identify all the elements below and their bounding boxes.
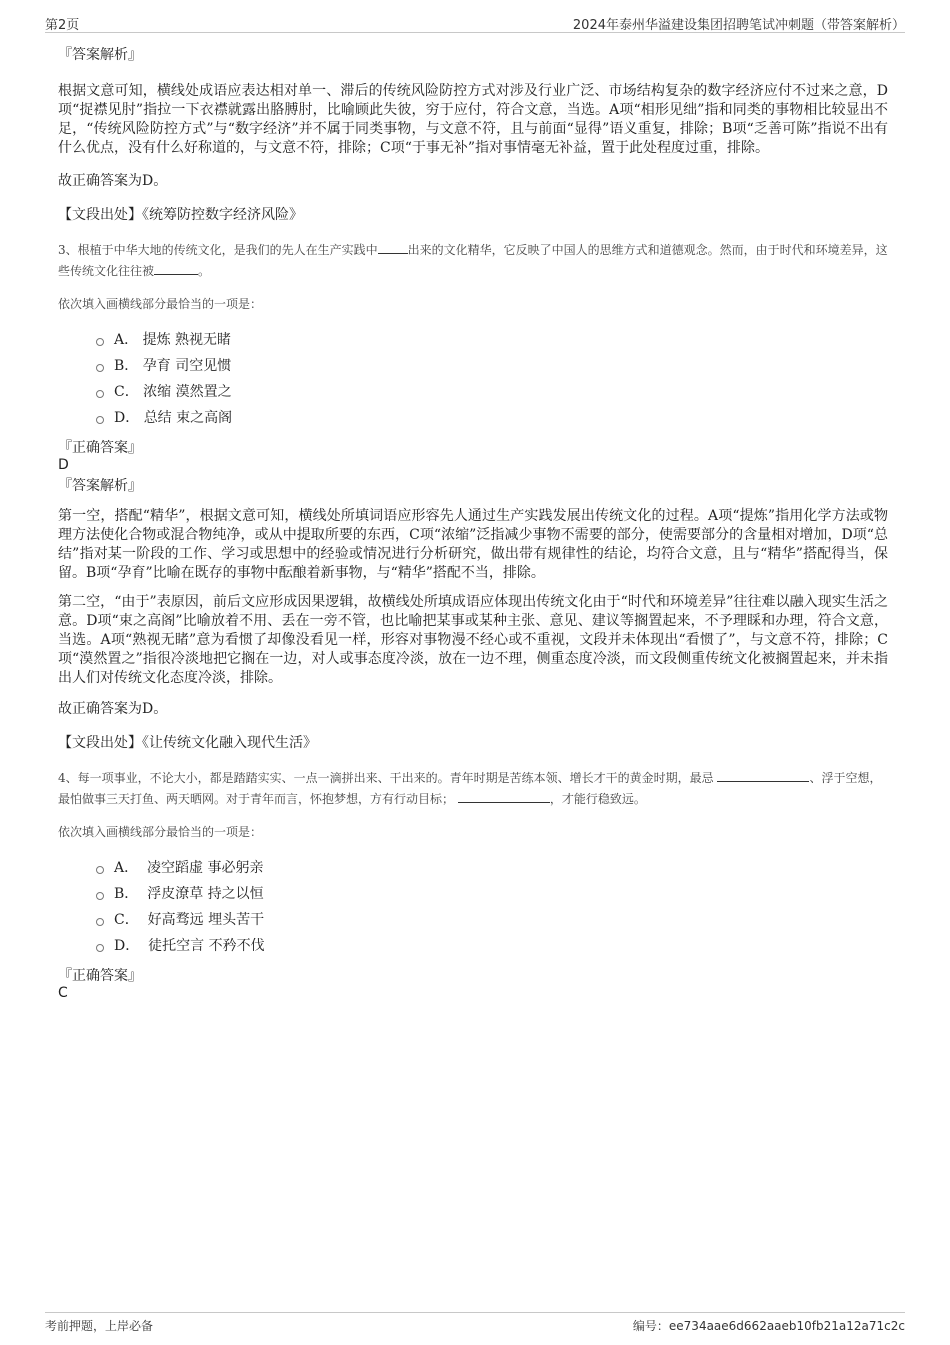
page-content xyxy=(58,44,888,1001)
question-instruction: 依次填入画横线部分最恰当的一项是： xyxy=(58,297,263,311)
question-stem: 3、根植于中华大地的传统文化，是我们的先人在生产实践中 出来的文化精华，它反映了中国人的思维方式和道德观念。然而，由于时代和环境差异，这些传统文化往往被 。 xyxy=(58,243,888,278)
analysis-text: 根据文意可知，横线处成语应表达相对单一、滞后的传统风险防控方式对涉及行业广泛、市场结构复杂的数字经济应付不过来之意，D项“捉襟见肘”指拉一下衣襟就露出胳膊肘，比喻顾此失彼，穷于应付，符合文意，当选。A项“相形见绌”指和同类的事物相比较显出不足，“传统风险防控方式”与“数字经济”并不属于同类事物，与文意不符，且与前面“显得”语义重复，排除；B项“乏善可陈”指说不出有什么优点，没有什么好称道的，与文意不符，排除；C项“于事无补”指对事情毫无补益，置于此处程度过重，排除。 xyxy=(58,83,888,156)
radio-icon[interactable] xyxy=(96,364,104,372)
option-d[interactable]: D． 徒托空言 不矜不伐 xyxy=(96,933,888,959)
q2-analysis-section xyxy=(58,44,888,224)
radio-icon[interactable] xyxy=(96,390,104,398)
option-d[interactable]: D． 总结 束之高阁 xyxy=(96,405,888,431)
conclusion-text: 故正确答案为D。 xyxy=(58,701,168,717)
footer-slogan: 考前押题，上岸必备 xyxy=(45,1319,154,1333)
option-b[interactable]: B． 浮皮潦草 持之以恒 xyxy=(96,881,888,907)
analysis-paragraph-2: 第二空，“由于”表原因，前后文应形成因果逻辑，故横线处所填成语应体现出传统文化由于“时代和环境差异”往往难以融入现实生活之意。D项“束之高阁”比喻放着不用、丢在一旁不管，也比喻把某事或某种主张、意见、建议等搁置起来，不予理睬和办理，符合文意，当选。A项“熟视无睹”意为看惯了却像没看见一样，形容对事物漫不经心或不重视，文段并未体现出“看惯了”，与文意不符，排除；C项“漠然置之”指很冷淡地把它搁在一边，对人或事态度冷淡，放在一边不理，侧重态度冷淡，而文段侧重传统文化被搁置起来，并未指出人们对传统文化态度冷淡，排除。 xyxy=(58,594,888,686)
source-text: 【文段出处】《让传统文化融入现代生活》 xyxy=(58,735,317,751)
option-c[interactable]: C． 浓缩 漠然置之 xyxy=(96,379,888,405)
answer-blank xyxy=(378,242,408,254)
page-number: 第2页 xyxy=(45,18,80,33)
analysis-label: 『答案解析』 xyxy=(58,478,142,494)
answer-blank xyxy=(717,770,809,782)
document-title: 2024年泰州华溢建设集团招聘笔试冲刺题（带答案解析） xyxy=(572,18,905,33)
source-text: 【文段出处】《统筹防控数字经济风险》 xyxy=(58,207,303,223)
answer-label: 『正确答案』 xyxy=(58,440,142,456)
radio-icon[interactable] xyxy=(96,338,104,346)
page-header xyxy=(45,12,905,33)
option-list xyxy=(96,855,888,959)
answer-blank xyxy=(154,263,198,275)
correct-answer: C xyxy=(58,985,68,1001)
answer-blank xyxy=(458,791,550,803)
radio-icon[interactable] xyxy=(96,866,104,874)
option-a[interactable]: A． 凌空蹈虚 事必躬亲 xyxy=(96,855,888,881)
radio-icon[interactable] xyxy=(96,918,104,926)
question-3 xyxy=(58,240,888,752)
question-stem: 4、每一项事业，不论大小，都是踏踏实实、一点一滴拼出来、干出来的。青年时期是苦练本领、增长才干的黄金时期，最忌 、浮于空想，最怕做事三天打鱼、两天晒网。对于青年而言，怀抱梦想，方有行动目标； ，才能行稳致远。 xyxy=(58,771,882,806)
document-id: 编号：ee734aae6d662aaeb10fb21a12a71c2c xyxy=(632,1319,905,1333)
question-instruction: 依次填入画横线部分最恰当的一项是： xyxy=(58,825,263,839)
conclusion-text: 故正确答案为D。 xyxy=(58,173,168,189)
radio-icon[interactable] xyxy=(96,892,104,900)
correct-answer: D xyxy=(58,457,69,473)
analysis-paragraph-1: 第一空，搭配“精华”，根据文意可知，横线处所填词语应形容先人通过生产实践发展出传统文化的过程。A项“提炼”指用化学方法或物理方法使化合物或混合物纯净，或从中提取所要的东西，C项“浓缩”泛指减少事物不需要的部分，使需要部分的含量相对增加，D项“总结”指对某一阶段的工作、学习或思想中的经验或情况进行分析研究，做出带有规律性的结论，均符合文意，且与“精华”搭配得当，保留。B项“孕育”比喻在既存的事物中酝酿着新事物，与“精华”搭配不当，排除。 xyxy=(58,508,888,581)
option-a[interactable]: A． 提炼 熟视无睹 xyxy=(96,327,888,353)
answer-label: 『正确答案』 xyxy=(58,968,142,984)
analysis-label: 『答案解析』 xyxy=(58,47,142,63)
radio-icon[interactable] xyxy=(96,944,104,952)
option-c[interactable]: C． 好高骛远 埋头苦干 xyxy=(96,907,888,933)
option-list xyxy=(96,327,888,431)
radio-icon[interactable] xyxy=(96,416,104,424)
question-4 xyxy=(58,768,888,1001)
option-b[interactable]: B． 孕育 司空见惯 xyxy=(96,353,888,379)
page-footer xyxy=(45,1312,905,1335)
